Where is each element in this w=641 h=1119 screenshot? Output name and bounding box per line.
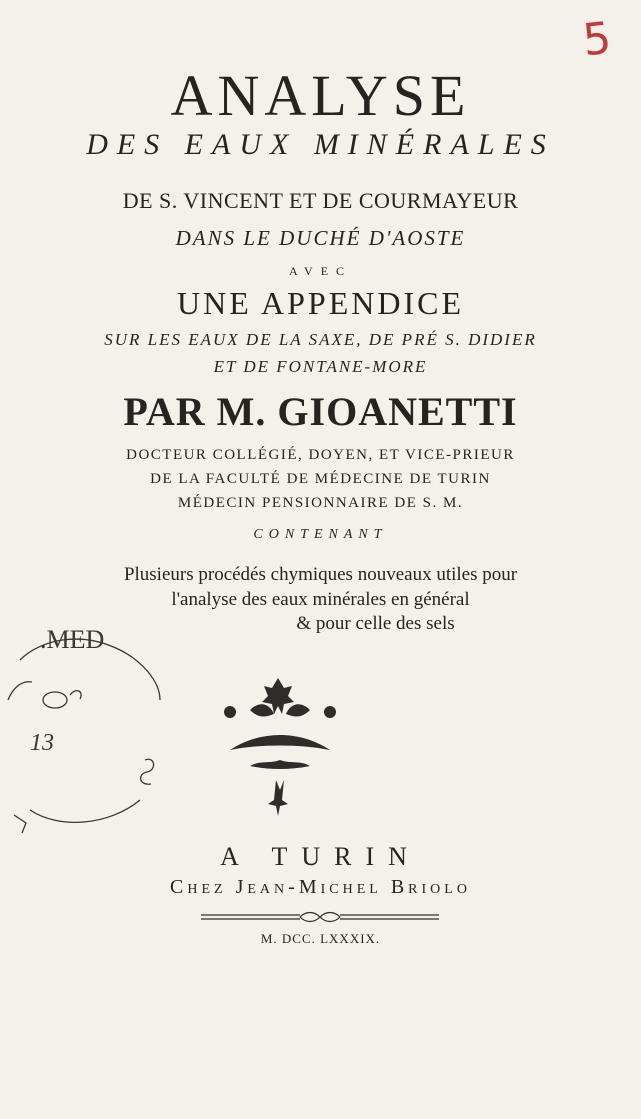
subtitle-duche: DANS LE DUCHÉ D'AOSTE	[175, 226, 466, 250]
appendice-line-2: ET DE FONTANE-MORE	[213, 357, 428, 376]
imprint-printer: Chez Jean-Michel Briolo	[170, 876, 471, 898]
subtitle-eaux-minerales: DES EAUX MINÉRALES	[86, 128, 555, 161]
printer-ornament	[190, 670, 370, 830]
description-line: l'analyse des eaux minérales en général	[171, 589, 470, 610]
author-credential: DE LA FACULTÉ DE MÉDECINE DE TURIN	[150, 471, 491, 487]
stamp-text: .MED	[40, 625, 105, 654]
decorative-rule	[195, 910, 445, 924]
appendice-line-1: SUR LES EAUX DE LA SAXE, DE PRÉ S. DIDIER	[104, 330, 537, 349]
subtitle-locations: DE S. VINCENT ET DE COURMAYEUR	[122, 188, 519, 213]
description-line: Plusieurs procédés chymiques nouveaux utiles pour	[123, 564, 518, 585]
avec-label: AVEC	[288, 264, 353, 278]
imprint-date: M. DCC. LXXXIX.	[260, 931, 381, 946]
appendice-heading: UNE APPENDICE	[176, 285, 464, 321]
author-name: PAR M. GIOANETTI	[123, 389, 518, 434]
description-line: & pour celle des sels	[296, 613, 455, 634]
library-stamp	[0, 610, 170, 850]
book-title: ANALYSE	[170, 63, 471, 128]
author-credential: DOCTEUR COLLÉGIÉ, DOYEN, ET VICE-PRIEUR	[126, 447, 515, 463]
imprint-place: A TURIN	[220, 842, 421, 871]
stamp-numbers: 13	[30, 730, 54, 756]
corner-mark: 5	[580, 12, 614, 67]
author-credential: MÉDECIN PENSIONNAIRE DE S. M.	[177, 495, 464, 511]
contenant-label: CONTENANT	[253, 527, 388, 542]
